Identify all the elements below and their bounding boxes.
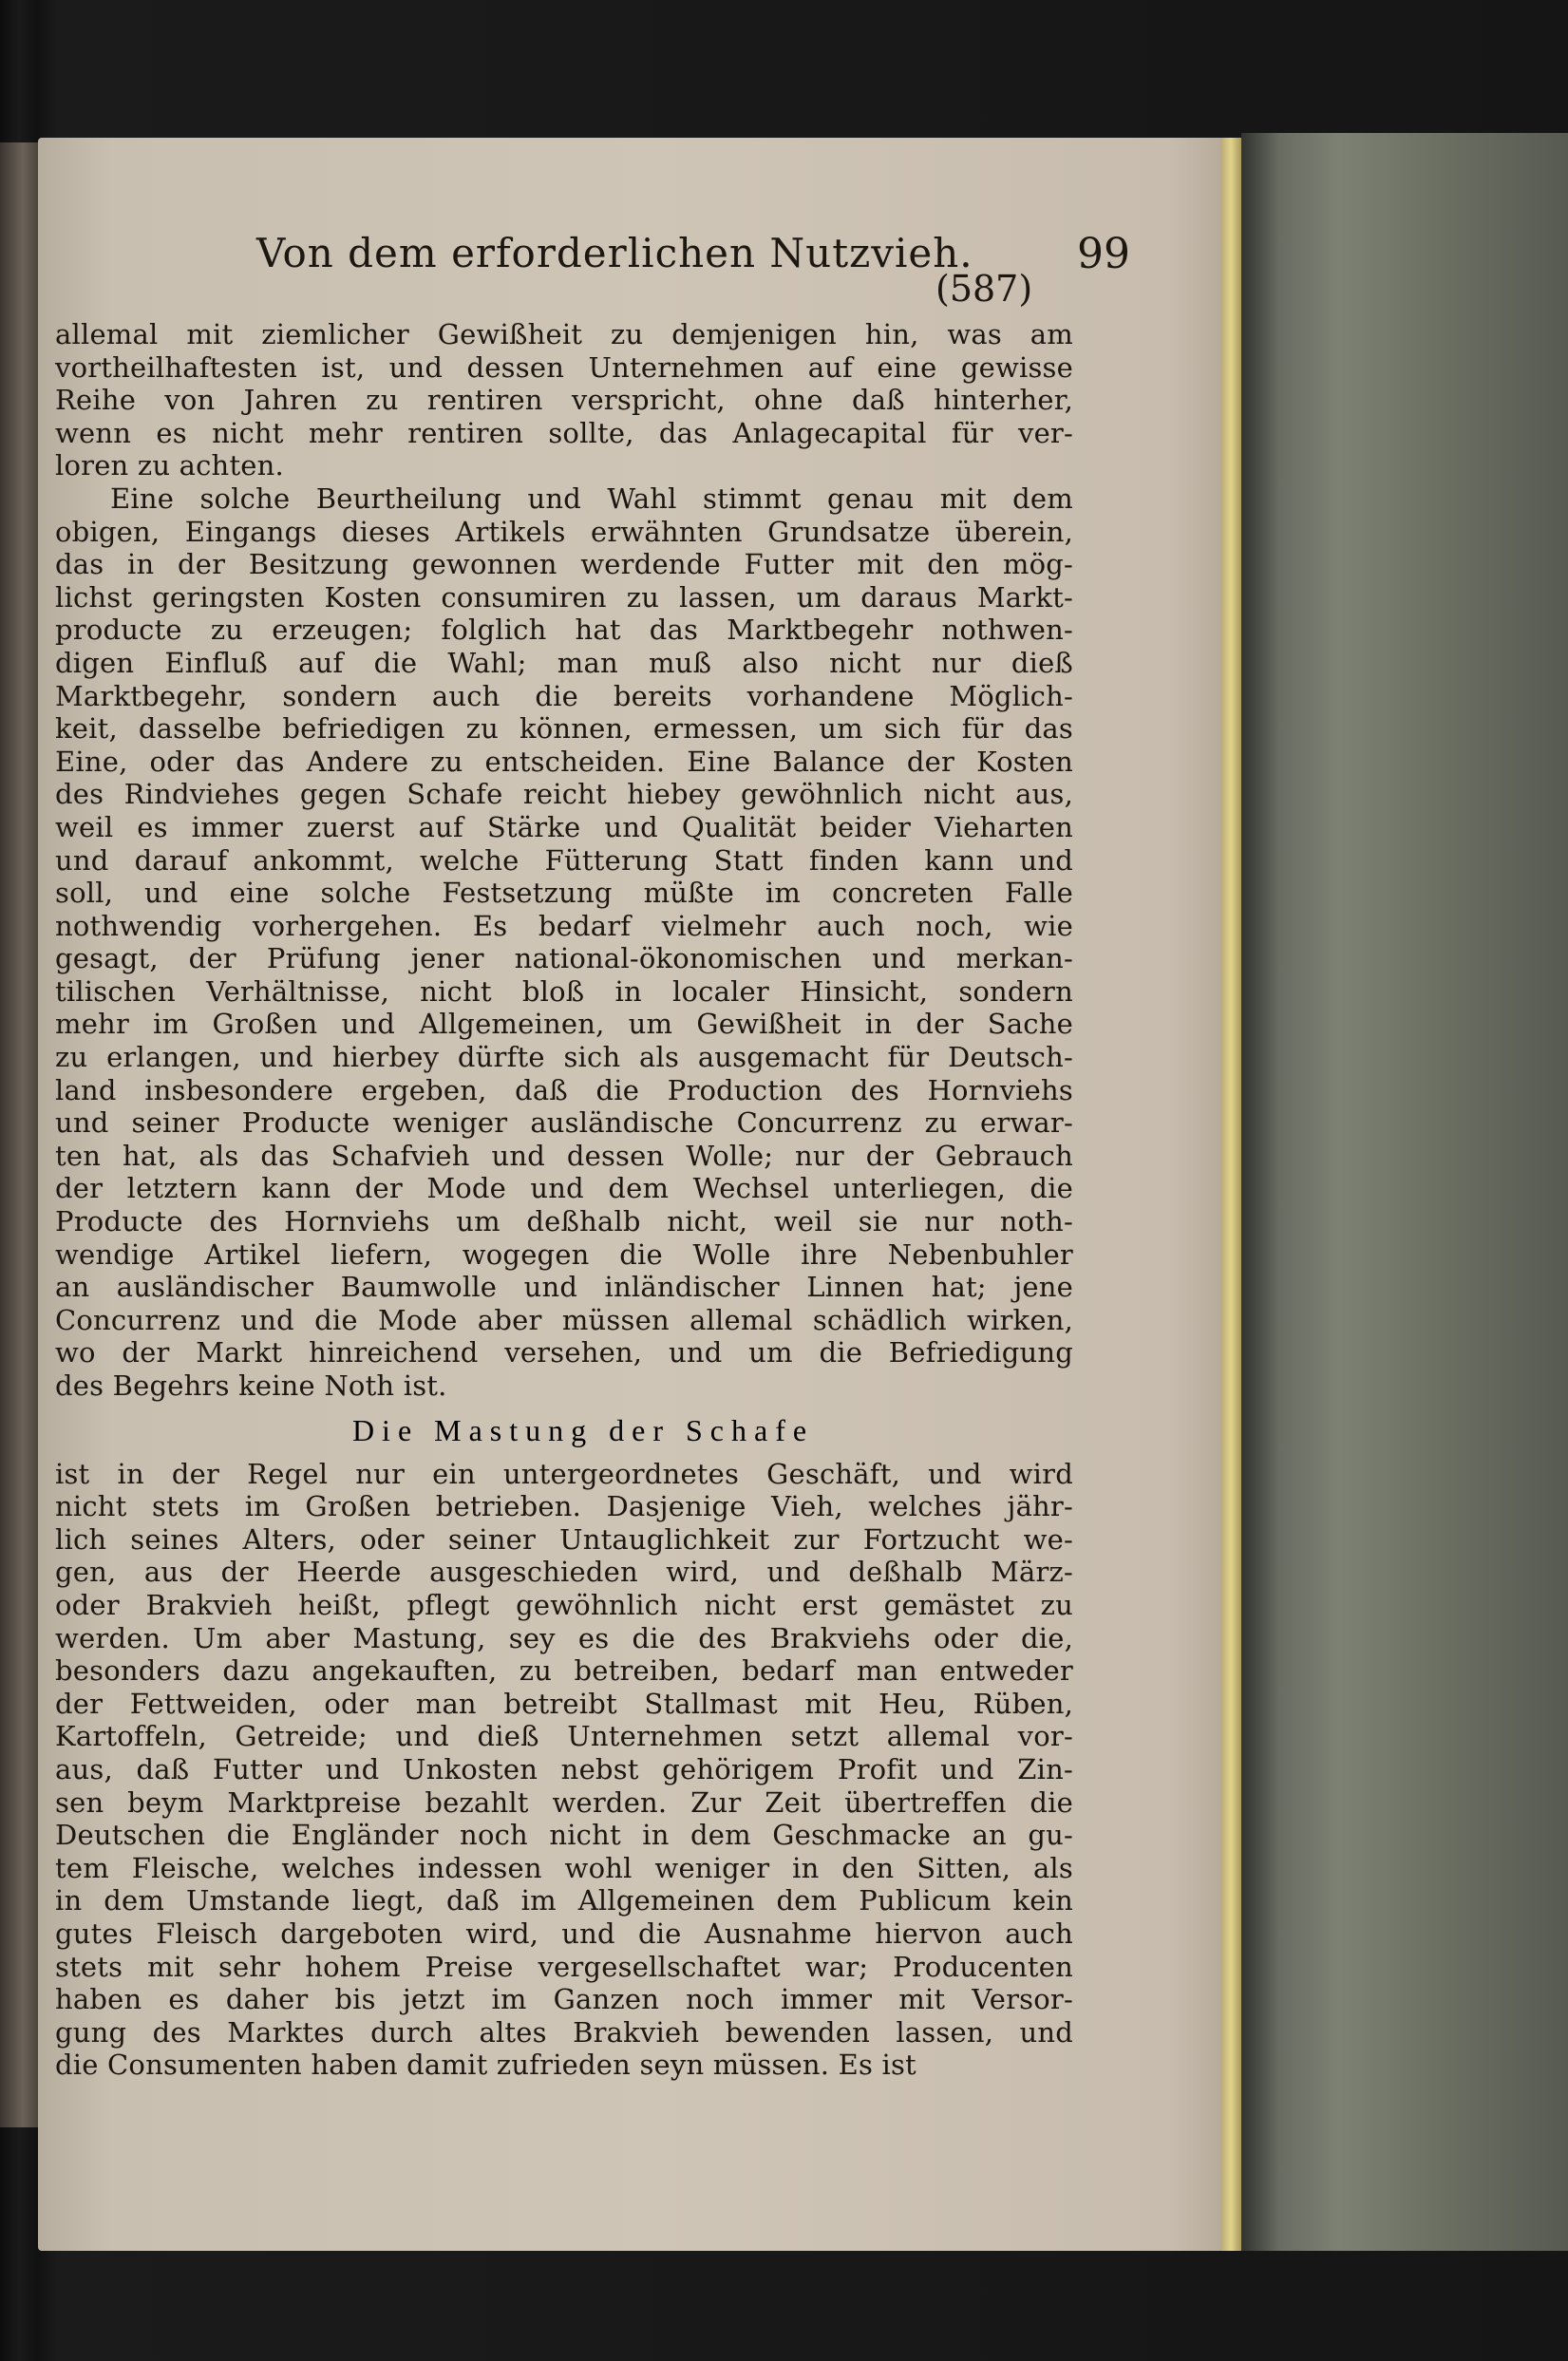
paragraph-3 (55, 1458, 1073, 2082)
text-line: land insbesondere ergeben, daß die Production des Hornviehs (55, 1073, 1073, 1106)
text-line: gesagt, der Prüfung jener national-ökonomischen und merkan- (55, 942, 1073, 975)
text-line: des Begehrs keine Noth ist. (55, 1369, 447, 1402)
text-line: soll, und eine solche Festsetzung müßte im concreten Falle (55, 877, 1073, 910)
column-number: (587) (935, 268, 1033, 310)
running-title: Von dem erforderlichen Nutzvieh. (256, 230, 973, 276)
text-line: werden. Um aber Mastung, sey es die des Brakviehs oder die, (55, 1621, 1073, 1654)
text-line: obigen, Eingangs dieses Artikels erwähnten Grundsatze überein, (55, 515, 1073, 548)
text-line: Concurrenz und die Mode aber müssen allemal schädlich wirken, (55, 1303, 1073, 1336)
page-number: 99 (1077, 230, 1130, 278)
text-line: an ausländischer Baumwolle und inländischer Linnen hat; jene (55, 1271, 1073, 1304)
page-edge-gilt (1220, 138, 1241, 2251)
text-line: stets mit sehr hohem Preise vergesellschaftet war; Producenten (55, 1950, 1073, 1983)
text-line: tem Fleische, welches indessen wohl weniger in den Sitten, als (55, 1851, 1073, 1884)
text-line: der letztern kann der Mode und dem Wechsel unterliegen, die (55, 1172, 1073, 1205)
text-line: der Fettweiden, oder man betreibt Stallmast mit Heu, Rüben, (55, 1687, 1073, 1720)
text-line: gung des Marktes durch altes Brakvieh bewenden lassen, und (55, 2015, 1073, 2049)
text-line: wendige Artikel liefern, wogegen die Wolle ihre Nebenbuhler (55, 1237, 1073, 1271)
text-line: ten hat, als das Schafvieh und dessen Wolle; nur der Gebrauch (55, 1139, 1073, 1172)
text-line: Marktbegehr, sondern auch die bereits vorhandene Möglich- (55, 679, 1073, 712)
text-line: Eine solche Beurtheilung und Wahl stimmt genau mit dem (110, 482, 1073, 515)
facing-page-edge (0, 142, 38, 2127)
text-line: lichst geringsten Kosten consumiren zu lassen, um daraus Markt- (55, 580, 1073, 614)
text-line: lich seines Alters, oder seiner Untauglichkeit zur Fortzucht we- (55, 1522, 1073, 1556)
text-line: gen, aus der Heerde ausgeschieden wird, und deßhalb März- (55, 1556, 1073, 1589)
text-line: digen Einfluß auf die Wahl; man muß also nicht nur dieß (55, 646, 1073, 679)
text-line: nicht stets im Großen betrieben. Dasjenige Vieh, welches jähr- (55, 1490, 1073, 1523)
text-line: producte zu erzeugen; folglich hat das Marktbegehr nothwen- (55, 614, 1073, 647)
text-line: in dem Umstande liegt, daß im Allgemeinen dem Publicum kein (55, 1884, 1073, 1917)
text-line: weil es immer zuerst auf Stärke und Qualität beider Vieharten (55, 810, 1073, 843)
text-line: das in der Besitzung gewonnen werdende Futter mit den mög- (55, 548, 1073, 581)
text-line: sen beym Marktpreise bezahlt werden. Zur Zeit übertreffen die (55, 1785, 1073, 1819)
text-line: und seiner Producte weniger ausländische Concurrenz zu erwar- (55, 1106, 1073, 1140)
text-line: oder Brakvieh heißt, pflegt gewöhnlich nicht erst gemästet zu (55, 1588, 1073, 1621)
paragraph-2 (55, 482, 1073, 1403)
text-line: des Rindviehes gegen Schafe reicht hiebey gewöhnlich nicht aus, (55, 778, 1073, 811)
section-heading: Die Mastung der Schafe (351, 1412, 815, 1447)
text-line: Deutschen die Engländer noch nicht in dem Geschmacke an gu- (55, 1819, 1073, 1852)
text-line: und darauf ankommt, welche Fütterung Statt finden kann und (55, 843, 1073, 877)
text-line: mehr im Großen und Allgemeinen, um Gewißheit in der Sache (55, 1008, 1073, 1041)
text-line: ist in der Regel nur ein untergeordnetes Geschäft, und wird (55, 1457, 1073, 1490)
text-line: aus, daß Futter und Unkosten nebst gehörigem Profit und Zin- (55, 1752, 1073, 1785)
text-line: vortheilhaftesten ist, und dessen Unternehmen auf eine gewisse (55, 350, 1073, 384)
text-line: Eine, oder das Andere zu entscheiden. Eine Balance der Kosten (55, 745, 1073, 778)
text-line: besonders dazu angekauften, zu betreiben, bedarf man entweder (55, 1654, 1073, 1688)
text-line: wo der Markt hinreichend versehen, und um die Befriedigung (55, 1336, 1073, 1369)
text-line: zu erlangen, und hierbey dürfte sich als ausgemacht für Deutsch- (55, 1041, 1073, 1074)
text-line: Kartoffeln, Getreide; und dieß Unternehmen setzt allemal vor- (55, 1720, 1073, 1753)
text-line: allemal mit ziemlicher Gewißheit zu demjenigen hin, was am (55, 318, 1073, 350)
text-line: Producte des Hornviehs um deßhalb nicht, weil sie nur noth- (55, 1205, 1073, 1238)
book-cover (1241, 133, 1568, 2251)
text-line: tilischen Verhältnisse, nicht bloß in localer Hinsicht, sondern (55, 974, 1073, 1008)
text-line: die Consumenten haben damit zufrieden seyn müssen. Es ist (55, 2049, 916, 2082)
cover-shadow (1241, 133, 1279, 2251)
paragraph-1 (55, 318, 1073, 482)
text-line: Reihe von Jahren zu rentiren verspricht, ohne daß hinterher, (55, 384, 1073, 417)
text-line: loren zu achten. (55, 449, 284, 482)
text-line: haben es daher bis jetzt im Ganzen noch immer mit Versor- (55, 1983, 1073, 2016)
text-line: gutes Fleisch dargeboten wird, und die Ausnahme hiervon auch (55, 1917, 1073, 1950)
text-line: keit, dasselbe befriedigen zu können, ermessen, um sich für das (55, 712, 1073, 746)
text-line: nothwendig vorhergehen. Es bedarf vielmehr auch noch, wie (55, 909, 1073, 942)
text-line: wenn es nicht mehr rentiren sollte, das Anlagecapital für ver- (55, 416, 1073, 449)
body-text (55, 318, 1073, 2082)
